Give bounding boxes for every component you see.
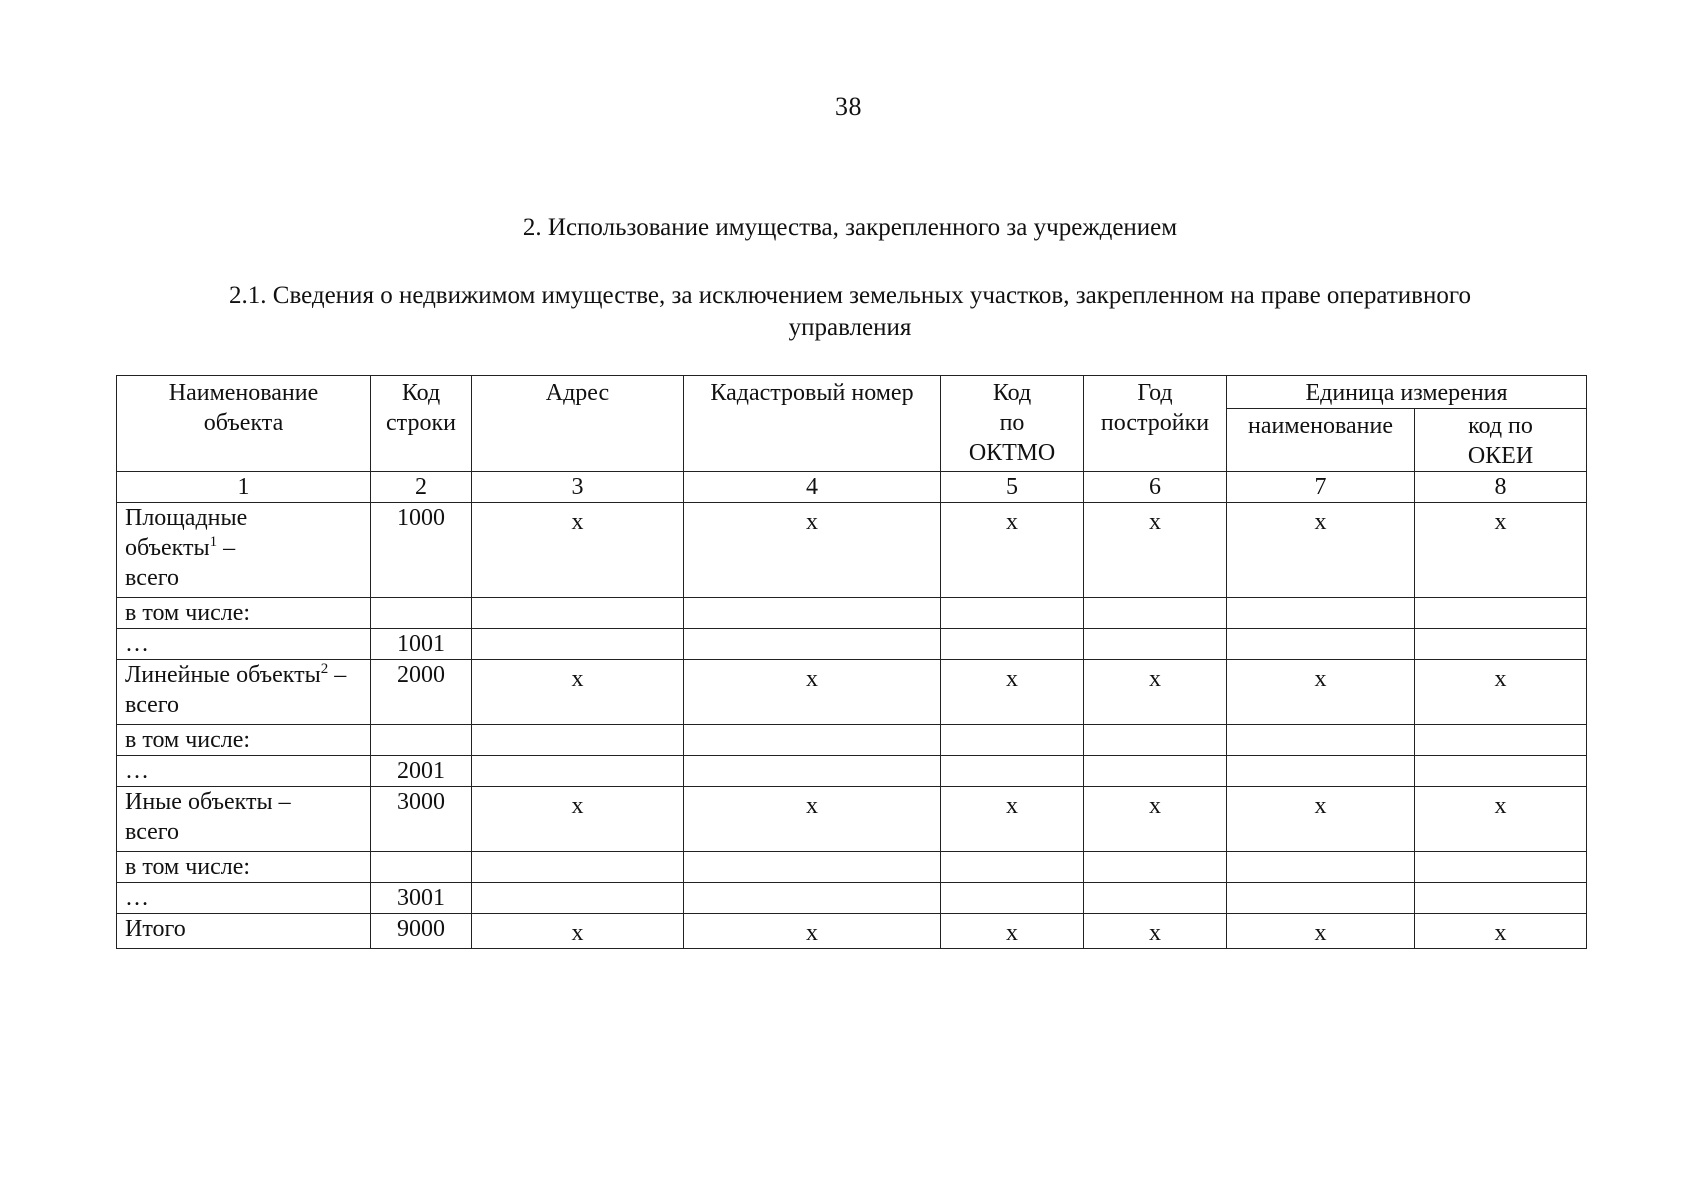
empty-cell [941,883,1084,914]
column-number: 8 [1415,472,1587,503]
section-heading: 2. Использование имущества, закрепленного за учреждением [522,214,1178,241]
empty-cell [941,852,1084,883]
row-code [371,852,472,883]
row-name-line2: объекты$^1$ – [125,534,236,561]
row-name: в том числе: [117,598,371,629]
table-row [117,629,1587,660]
cell-mark: х [941,787,1084,852]
row-name-line1: Линейные объекты$^2$ – [125,661,347,688]
row-name [117,503,371,598]
empty-cell [1084,883,1227,914]
empty-cell [684,756,941,787]
table-row [117,787,1587,852]
empty-cell [684,852,941,883]
empty-cell [684,629,941,660]
cell-mark: х [472,503,684,598]
cell-mark: х [472,914,684,949]
header-oktmo-line3: ОКТМО [968,440,1056,466]
table-row [117,756,1587,787]
table-row [117,503,1587,598]
column-number: 2 [371,472,472,503]
cell-mark: х [684,914,941,949]
column-number: 1 [117,472,371,503]
row-code: 3000 [371,787,472,852]
header-okei-line1: код по [1468,413,1533,439]
header-oktmo [941,376,1084,472]
column-number: 6 [1084,472,1227,503]
column-number-row [117,472,1587,503]
row-name: … [117,883,371,914]
row-code: 1001 [371,629,472,660]
empty-cell [1084,598,1227,629]
cell-mark: х [1084,660,1227,725]
empty-cell [1415,883,1587,914]
table-row [117,725,1587,756]
row-name: в том числе: [117,852,371,883]
row-code: 1000 [371,503,472,598]
row-name: … [117,756,371,787]
table-row [117,852,1587,883]
footnote-marker: 2 [320,661,329,677]
empty-cell [1227,725,1415,756]
column-number: 4 [684,472,941,503]
empty-cell [1415,756,1587,787]
column-number: 3 [472,472,684,503]
header-code: Код строки [371,376,472,472]
cell-mark: х [1084,787,1227,852]
table-row [117,598,1587,629]
cell-mark: х [1415,503,1587,598]
empty-cell [1084,852,1227,883]
row-name-line3: всего [125,565,180,591]
empty-cell [1227,629,1415,660]
empty-cell [941,725,1084,756]
property-table [116,375,1587,949]
row-name-line1: Иные объекты – [125,789,291,815]
row-code [371,725,472,756]
row-code [371,598,472,629]
empty-cell [1227,756,1415,787]
empty-cell [472,852,684,883]
subsection-heading [130,280,1570,344]
header-year: Год постройки [1084,376,1227,472]
header-cadastral: Кадастровый номер [684,376,941,472]
cell-mark: х [1227,660,1415,725]
empty-cell [1084,629,1227,660]
cell-mark: х [1084,503,1227,598]
cell-mark: х [1227,503,1415,598]
cell-mark: х [684,787,941,852]
subsection-heading-line1: 2.1. Сведения о недвижимом имуществе, за исключением земельных участков, закрепленном на праве оперативного [229,282,1471,309]
column-number: 5 [941,472,1084,503]
cell-mark: х [1227,914,1415,949]
empty-cell [472,598,684,629]
cell-mark: х [684,660,941,725]
row-name: … [117,629,371,660]
row-name-line1: Площадные [125,505,248,531]
empty-cell [1227,852,1415,883]
row-name: Итого [117,914,371,949]
cell-mark: х [941,660,1084,725]
cell-mark: х [1415,660,1587,725]
empty-cell [941,756,1084,787]
table-row-total [117,914,1587,949]
cell-mark: х [1227,787,1415,852]
header-row-1 [117,376,1587,409]
row-name-line2: всего [125,692,180,718]
row-name [117,787,371,852]
empty-cell [1227,883,1415,914]
cell-mark: х [1415,914,1587,949]
header-unit-name: наименование [1227,409,1415,472]
empty-cell [684,883,941,914]
empty-cell [472,629,684,660]
footnote-marker: 1 [209,534,218,550]
property-table-container [116,375,1586,949]
empty-cell [1415,852,1587,883]
empty-cell [472,725,684,756]
row-code: 3001 [371,883,472,914]
empty-cell [1084,725,1227,756]
empty-cell [941,598,1084,629]
row-name: в том числе: [117,725,371,756]
column-number: 7 [1227,472,1415,503]
row-code: 2000 [371,660,472,725]
cell-mark: х [1415,787,1587,852]
cell-mark: х [472,660,684,725]
empty-cell [941,629,1084,660]
row-name [117,660,371,725]
header-address: Адрес [472,376,684,472]
header-name: Наименование объекта [117,376,371,472]
header-oktmo-line1: Код [992,380,1032,406]
subsection-heading-line2: управления [788,314,912,341]
empty-cell [1415,598,1587,629]
header-okei-line2: ОКЕИ [1467,443,1534,469]
table-row [117,883,1587,914]
cell-mark: х [472,787,684,852]
table-row [117,660,1587,725]
row-code: 2001 [371,756,472,787]
cell-mark: х [941,914,1084,949]
page-number: 38 [835,92,862,121]
empty-cell [1227,598,1415,629]
header-oktmo-line2: по [999,410,1025,436]
row-code: 9000 [371,914,472,949]
empty-cell [1084,756,1227,787]
empty-cell [472,756,684,787]
row-name-line2: всего [125,819,180,845]
cell-mark: х [684,503,941,598]
empty-cell [684,598,941,629]
header-unit-okei [1415,409,1587,472]
empty-cell [472,883,684,914]
cell-mark: х [1084,914,1227,949]
cell-mark: х [941,503,1084,598]
empty-cell [1415,725,1587,756]
header-unit-group: Единица измерения [1227,376,1587,409]
empty-cell [1415,629,1587,660]
empty-cell [684,725,941,756]
